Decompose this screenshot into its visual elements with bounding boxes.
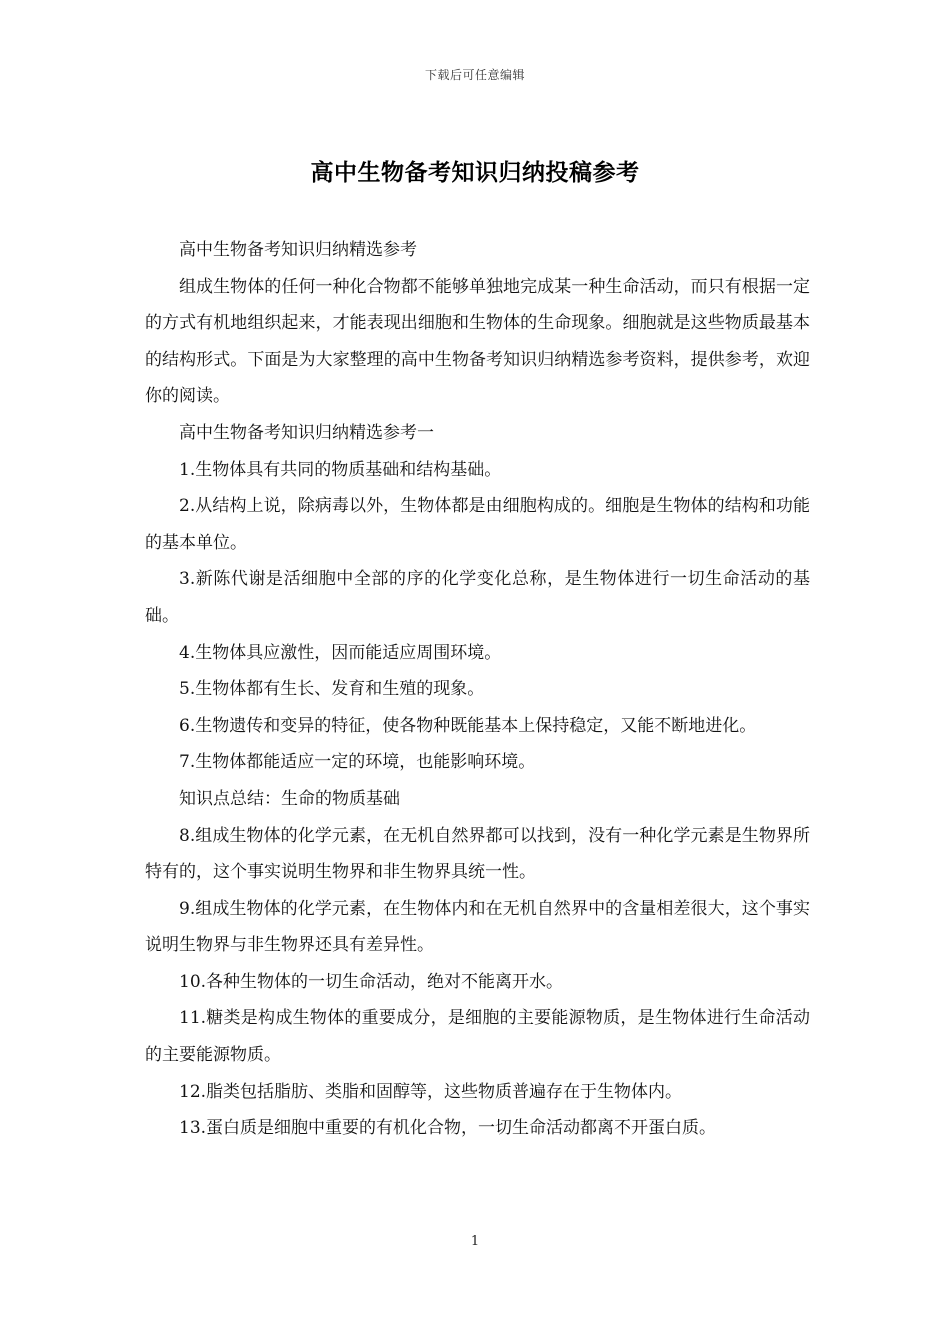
list-item: 9.组成生物体的化学元素，在生物体内和在无机自然界中的含量相差很大，这个事实说明生物界与非生物界还具有差异性。 xyxy=(145,898,810,956)
list-item: 2.从结构上说，除病毒以外，生物体都是由细胞构成的。细胞是生物体的结构和功能的基本单位。 xyxy=(145,496,810,553)
list-item: 4.生物体具应激性，因而能适应周围环境。 xyxy=(179,642,502,663)
section-heading: 高中生物备考知识归纳精选参考 xyxy=(179,240,417,260)
list-item: 7.生物体都能适应一定的环境，也能影响环境。 xyxy=(179,752,536,773)
section-heading: 高中生物备考知识归纳精选参考一 xyxy=(179,422,434,443)
list-item: 13.蛋白质是细胞中重要的有机化合物，一切生命活动都离不开蛋白质。 xyxy=(179,1118,717,1139)
page-number: 1 xyxy=(470,1234,480,1249)
list-item: 12.脂类包括脂肪、类脂和固醇等，这些物质普遍存在于生物体内。 xyxy=(179,1081,683,1102)
list-item: 8.组成生物体的化学元素，在无机自然界都可以找到，没有一种化学元素是生物界所特有的，这个事实说明生物界和非生物界具统一性。 xyxy=(145,825,810,883)
list-item: 3.新陈代谢是活细胞中全部的序的化学变化总称，是生物体进行一切生命活动的基础。 xyxy=(145,569,810,626)
document-title: 高中生物备考知识归纳投稿参考 xyxy=(310,159,640,186)
list-item: 1.生物体具有共同的物质基础和结构基础。 xyxy=(179,459,502,480)
header-note: 下载后可任意编辑 xyxy=(424,68,525,82)
document-body xyxy=(145,232,810,1147)
intro-paragraph: 组成生物体的任何一种化合物都不能够单独地完成某一种生命活动，而只有根据一定的方式有机地组织起来，才能表现出细胞和生物体的生命现象。细胞就是这些物质最基本的结构形式。下面是为大家整理的高中生物备考知识归纳精选参考资料，提供参考，欢迎你的阅读。 xyxy=(145,276,810,407)
list-item: 10.各种生物体的一切生命活动，绝对不能离开水。 xyxy=(179,971,564,992)
list-item: 5.生物体都有生长、发育和生殖的现象。 xyxy=(179,679,485,700)
list-item: 11.糖类是构成生物体的重要成分，是细胞的主要能源物质，是生物体进行生命活动的主要能源物质。 xyxy=(145,1008,810,1066)
section-heading: 知识点总结：生命的物质基础 xyxy=(179,788,400,809)
list-item: 6.生物遗传和变异的特征，使各物种既能基本上保持稳定，又能不断地进化。 xyxy=(179,715,757,736)
